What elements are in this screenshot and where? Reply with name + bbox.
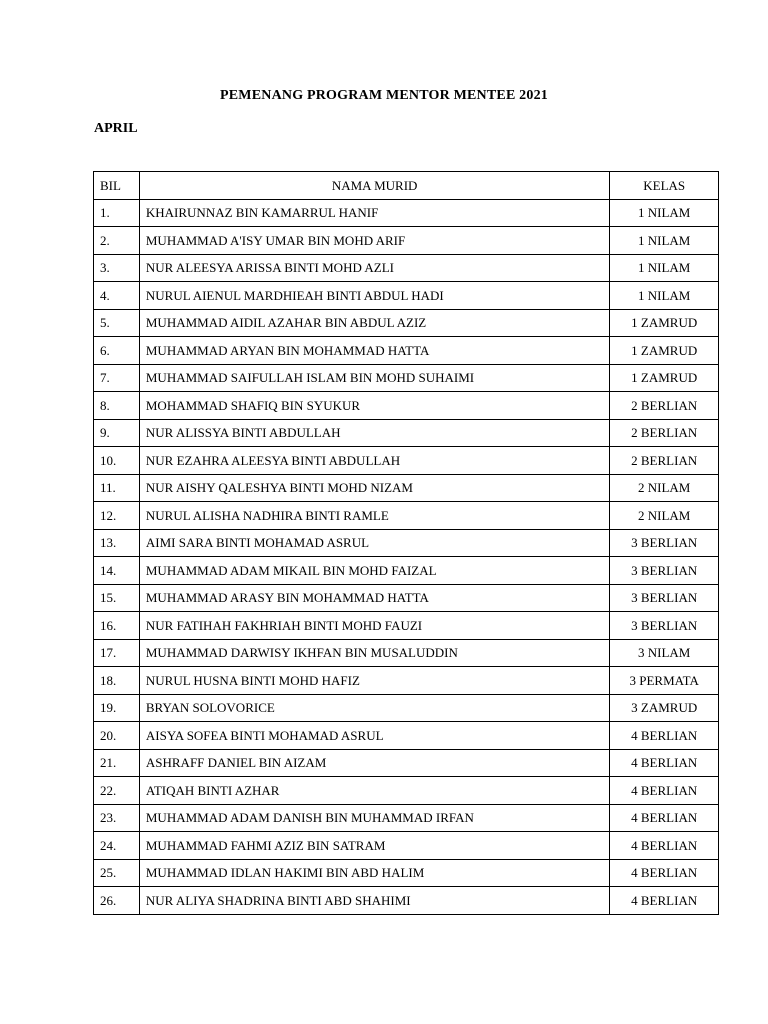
cell-bil: 18.: [94, 667, 140, 695]
cell-nama-murid: MUHAMMAD ARASY BIN MOHAMMAD HATTA: [139, 584, 610, 612]
month-label: APRIL: [94, 121, 138, 136]
cell-bil: 5.: [94, 309, 140, 337]
cell-nama-murid: KHAIRUNNAZ BIN KAMARRUL HANIF: [139, 199, 610, 227]
table-body: [94, 199, 719, 914]
cell-bil: 2.: [94, 227, 140, 255]
cell-bil: 20.: [94, 722, 140, 750]
cell-nama-murid: AIMI SARA BINTI MOHAMAD ASRUL: [139, 529, 610, 557]
cell-bil: 3.: [94, 254, 140, 282]
cell-bil: 17.: [94, 639, 140, 667]
cell-bil: 24.: [94, 832, 140, 860]
table-row: [94, 804, 719, 832]
table-row: [94, 887, 719, 915]
table-row: [94, 392, 719, 420]
cell-nama-murid: MUHAMMAD A'ISY UMAR BIN MOHD ARIF: [139, 227, 610, 255]
table-row: [94, 529, 719, 557]
cell-nama-murid: NURUL ALISHA NADHIRA BINTI RAMLE: [139, 502, 610, 530]
cell-kelas: 3 BERLIAN: [610, 529, 719, 557]
cell-nama-murid: MOHAMMAD SHAFIQ BIN SYUKUR: [139, 392, 610, 420]
cell-kelas: 2 BERLIAN: [610, 392, 719, 420]
cell-nama-murid: ATIQAH BINTI AZHAR: [139, 777, 610, 805]
cell-kelas: 3 ZAMRUD: [610, 694, 719, 722]
cell-bil: 13.: [94, 529, 140, 557]
table-row: [94, 447, 719, 475]
table-row: [94, 584, 719, 612]
cell-nama-murid: MUHAMMAD ARYAN BIN MOHAMMAD HATTA: [139, 337, 610, 365]
cell-bil: 25.: [94, 859, 140, 887]
cell-bil: 1.: [94, 199, 140, 227]
cell-kelas: 2 BERLIAN: [610, 419, 719, 447]
cell-nama-murid: MUHAMMAD SAIFULLAH ISLAM BIN MOHD SUHAIMI: [139, 364, 610, 392]
cell-bil: 26.: [94, 887, 140, 915]
cell-kelas: 3 PERMATA: [610, 667, 719, 695]
table-row: [94, 227, 719, 255]
cell-kelas: 1 NILAM: [610, 282, 719, 310]
header-row: [94, 172, 719, 200]
cell-nama-murid: MUHAMMAD DARWISY IKHFAN BIN MUSALUDDIN: [139, 639, 610, 667]
cell-bil: 22.: [94, 777, 140, 805]
table-row: [94, 337, 719, 365]
cell-kelas: 1 NILAM: [610, 254, 719, 282]
cell-bil: 6.: [94, 337, 140, 365]
cell-kelas: 1 NILAM: [610, 199, 719, 227]
header-nama-murid: NAMA MURID: [139, 172, 610, 200]
cell-kelas: 3 BERLIAN: [610, 584, 719, 612]
cell-bil: 14.: [94, 557, 140, 585]
cell-nama-murid: NUR ALEESYA ARISSA BINTI MOHD AZLI: [139, 254, 610, 282]
winners-table: [93, 171, 719, 915]
cell-bil: 8.: [94, 392, 140, 420]
cell-nama-murid: MUHAMMAD ADAM MIKAIL BIN MOHD FAIZAL: [139, 557, 610, 585]
cell-bil: 4.: [94, 282, 140, 310]
cell-bil: 12.: [94, 502, 140, 530]
cell-bil: 7.: [94, 364, 140, 392]
cell-kelas: 2 NILAM: [610, 474, 719, 502]
header-kelas: KELAS: [610, 172, 719, 200]
header-bil: BIL: [94, 172, 140, 200]
cell-nama-murid: NUR ALISSYA BINTI ABDULLAH: [139, 419, 610, 447]
cell-kelas: 2 BERLIAN: [610, 447, 719, 475]
cell-bil: 11.: [94, 474, 140, 502]
cell-bil: 10.: [94, 447, 140, 475]
cell-kelas: 4 BERLIAN: [610, 832, 719, 860]
cell-nama-murid: NUR ALIYA SHADRINA BINTI ABD SHAHIMI: [139, 887, 610, 915]
table-row: [94, 667, 719, 695]
cell-bil: 19.: [94, 694, 140, 722]
cell-kelas: 1 NILAM: [610, 227, 719, 255]
cell-bil: 15.: [94, 584, 140, 612]
cell-kelas: 3 NILAM: [610, 639, 719, 667]
cell-kelas: 1 ZAMRUD: [610, 309, 719, 337]
cell-bil: 23.: [94, 804, 140, 832]
cell-nama-murid: MUHAMMAD ADAM DANISH BIN MUHAMMAD IRFAN: [139, 804, 610, 832]
cell-nama-murid: MUHAMMAD AIDIL AZAHAR BIN ABDUL AZIZ: [139, 309, 610, 337]
cell-nama-murid: NURUL HUSNA BINTI MOHD HAFIZ: [139, 667, 610, 695]
cell-nama-murid: NURUL AIENUL MARDHIEAH BINTI ABDUL HADI: [139, 282, 610, 310]
cell-kelas: 3 BERLIAN: [610, 557, 719, 585]
table-header: [94, 172, 719, 200]
cell-kelas: 4 BERLIAN: [610, 722, 719, 750]
table-row: [94, 254, 719, 282]
cell-nama-murid: MUHAMMAD FAHMI AZIZ BIN SATRAM: [139, 832, 610, 860]
cell-nama-murid: BRYAN SOLOVORICE: [139, 694, 610, 722]
cell-bil: 16.: [94, 612, 140, 640]
table-row: [94, 859, 719, 887]
table-row: [94, 309, 719, 337]
cell-kelas: 4 BERLIAN: [610, 887, 719, 915]
cell-kelas: 4 BERLIAN: [610, 804, 719, 832]
cell-nama-murid: MUHAMMAD IDLAN HAKIMI BIN ABD HALIM: [139, 859, 610, 887]
cell-nama-murid: NUR AISHY QALESHYA BINTI MOHD NIZAM: [139, 474, 610, 502]
cell-kelas: 3 BERLIAN: [610, 612, 719, 640]
cell-kelas: 1 ZAMRUD: [610, 364, 719, 392]
cell-kelas: 1 ZAMRUD: [610, 337, 719, 365]
cell-nama-murid: NUR FATIHAH FAKHRIAH BINTI MOHD FAUZI: [139, 612, 610, 640]
table-row: [94, 722, 719, 750]
table-row: [94, 502, 719, 530]
table-row: [94, 364, 719, 392]
page-title: PEMENANG PROGRAM MENTOR MENTEE 2021: [220, 88, 548, 103]
cell-kelas: 4 BERLIAN: [610, 749, 719, 777]
table-row: [94, 199, 719, 227]
cell-kelas: 4 BERLIAN: [610, 859, 719, 887]
cell-nama-murid: NUR EZAHRA ALEESYA BINTI ABDULLAH: [139, 447, 610, 475]
table-row: [94, 474, 719, 502]
table-row: [94, 832, 719, 860]
table-row: [94, 612, 719, 640]
table-row: [94, 639, 719, 667]
cell-bil: 21.: [94, 749, 140, 777]
table-row: [94, 694, 719, 722]
cell-kelas: 2 NILAM: [610, 502, 719, 530]
table-row: [94, 557, 719, 585]
cell-nama-murid: AISYA SOFEA BINTI MOHAMAD ASRUL: [139, 722, 610, 750]
cell-nama-murid: ASHRAFF DANIEL BIN AIZAM: [139, 749, 610, 777]
cell-bil: 9.: [94, 419, 140, 447]
table-row: [94, 282, 719, 310]
table-row: [94, 749, 719, 777]
table-row: [94, 777, 719, 805]
table-row: [94, 419, 719, 447]
cell-kelas: 4 BERLIAN: [610, 777, 719, 805]
